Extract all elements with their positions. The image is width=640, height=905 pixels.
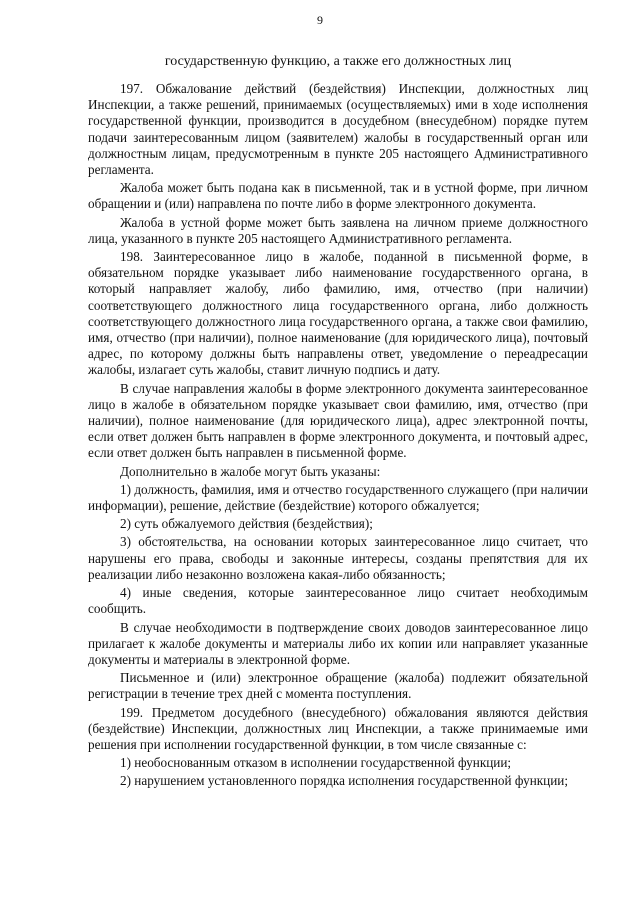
list-item: 2) суть обжалуемого действия (бездействия); <box>120 516 373 532</box>
list-item: 3) обстоятельства, на основании которых заинтересованное лицо считает, что нарушены его права, свободы и законные интересы, созданы препятствия для их реализации либо незаконно возложена какая-либо обязанность; <box>88 534 588 582</box>
paragraph: Дополнительно в жалобе могут быть указаны: <box>120 463 381 479</box>
list-item: 4) иные сведения, которые заинтересованное лицо считает необходимым сообщить. <box>88 585 588 617</box>
list-item: 1) должность, фамилия, имя и отчество государственного служащего (при наличии информации), решение, действие (бездействие) которого обжалуется; <box>88 481 588 514</box>
paragraph: Письменное и (или) электронное обращение (жалоба) подлежит обязательной регистрации в течение трех дней с момента поступления. <box>88 670 588 702</box>
list-item: 2) нарушением установленного порядка исполнения государственной функции; <box>120 773 568 789</box>
paragraph: 199. Предметом досудебного (внесудебного) обжалования являются действия (бездействие) Инспекции, должностных лиц Инспекции, а также принимаемые ими решения при исполнении государственной функции, в том числе связанные с: <box>88 704 588 752</box>
paragraph: 198. Заинтересованное лицо в жалобе, поданной в письменной форме, в обязательном порядке указывает либо наименование государственного органа, в который направляет жалобу, либо фамилию, имя, отчество (при наличии) соответствующего должностного лица государственного органа, либо должность соответствующего должностного лица государственного органа, а также свои фамилию, имя, отчество (при наличии), полное наименование (для юридического лица), почтовый адрес, по которому должны быть направлены ответ, уведомление о переадресации жалобы, излагает суть жалобы, ставит личную подпись и дату. <box>88 249 588 378</box>
paragraph: Жалоба может быть подана как в письменной, так и в устной форме, при личном обращении и (или) направлена по почте либо в форме электронного документа. <box>88 180 588 212</box>
document-body <box>88 81 588 792</box>
paragraph: 197. Обжалование действий (бездействия) Инспекции, должностных лиц Инспекции, а также решений, принимаемых (осуществляемых) ими в ходе исполнения государственной функции, производится в досудебном (внесудебном) порядке путем подачи заинтересованным лицом (заявителем) жалобы в государственный орган или должностным лицам, предусмотренным в пункте 205 настоящего Административного регламента. <box>88 81 588 178</box>
paragraph: В случае необходимости в подтверждение своих доводов заинтересованное лицо прилагает к жалобе документы и материалы либо их копии или направляет указанные документы и материалы в электронной форме. <box>88 619 588 667</box>
paragraph: Жалоба в устной форме может быть заявлена на личном приеме должностного лица, указанного в пункте 205 настоящего Административного регламента. <box>88 214 588 246</box>
list-item: 1) необоснованным отказом в исполнении государственной функции; <box>120 755 512 771</box>
page-number: 9 <box>317 13 323 27</box>
paragraph: В случае направления жалобы в форме электронного документа заинтересованное лицо в жалобе в обязательном порядке указывает свои фамилию, имя, отчество (при наличии), полное наименование (для юридического лица), адрес электронной почты, если ответ должен быть направлен в форме электронного документа, и почтовый адрес, если ответ должен быть направлен в письменной форме. <box>88 380 588 461</box>
section-heading: государственную функцию, а также его должностных лиц <box>164 54 512 69</box>
